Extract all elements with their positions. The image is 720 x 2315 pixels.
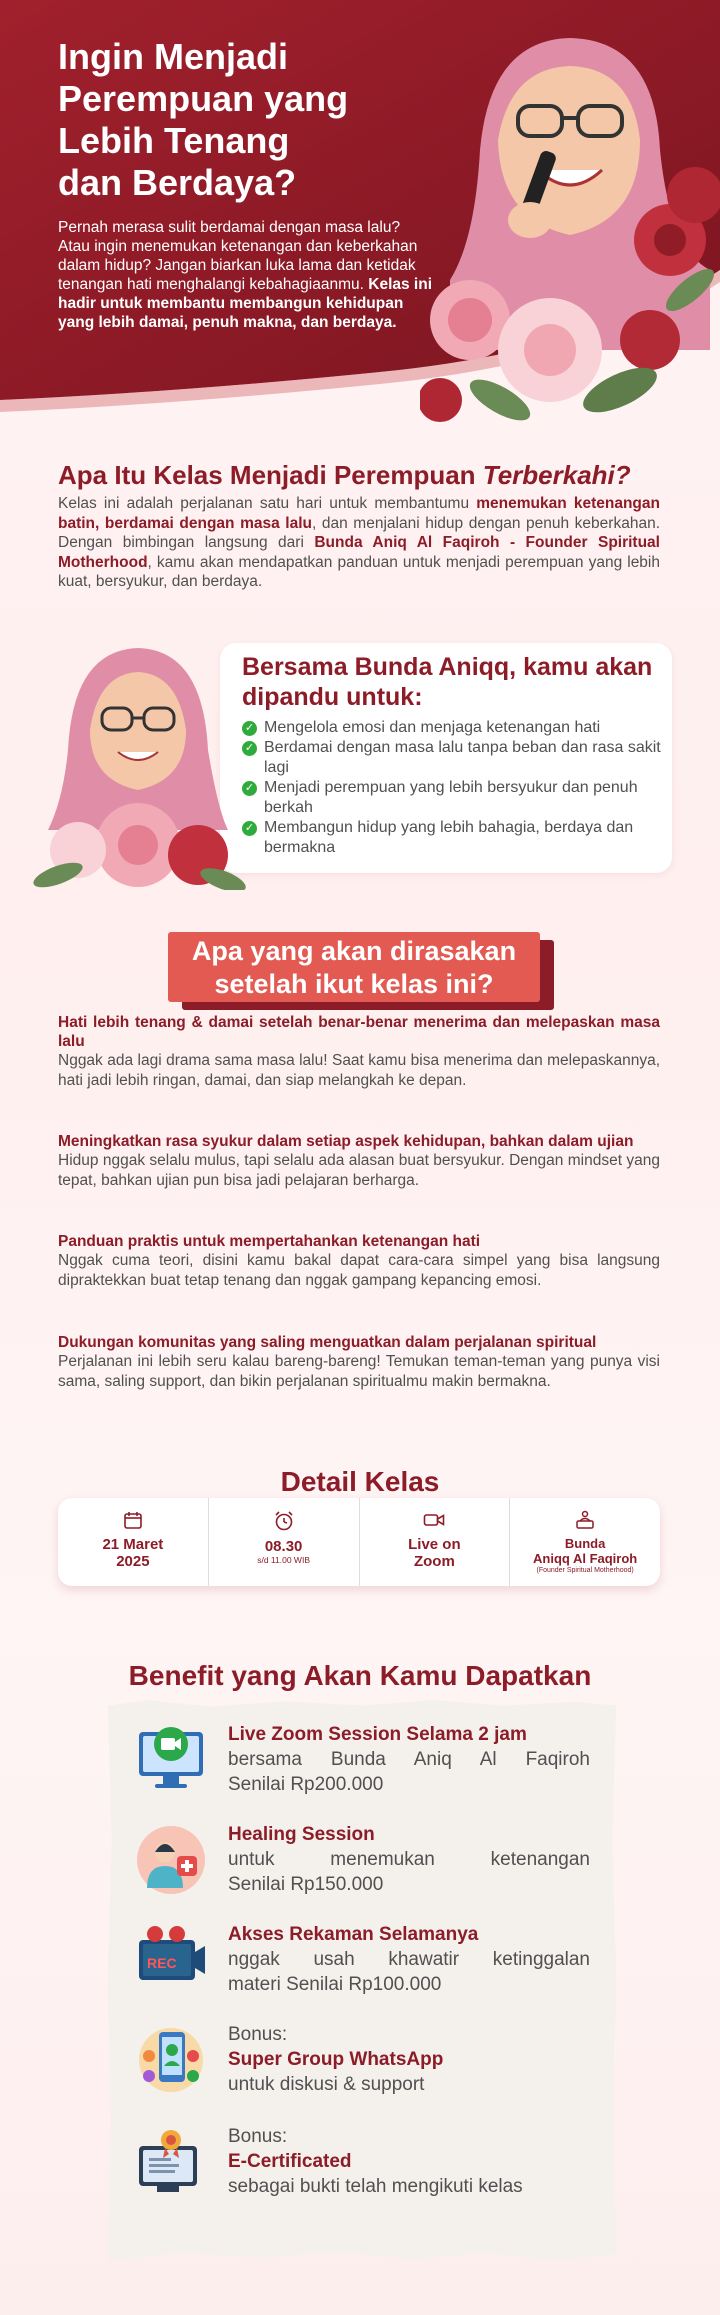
- banner-line: Apa yang akan dirasakan: [191, 936, 517, 966]
- benefit-item: [228, 1822, 590, 1897]
- benefit-item-title: Akses Rekaman Selamanya: [228, 1924, 479, 1945]
- benefit-item-prefix: Bonus:: [228, 2024, 288, 2045]
- detail-mentor-sub: (Founder Spiritual Motherhood): [536, 1567, 634, 1574]
- hero-portrait-image: [420, 20, 720, 440]
- benefit-item-price: Senilai Rp200.000: [228, 1774, 384, 1795]
- detail-platform-line: Zoom: [413, 1553, 455, 1570]
- check-icon: ✓: [242, 781, 257, 796]
- check-icon: ✓: [242, 741, 257, 756]
- detail-date: [58, 1498, 208, 1586]
- detail-time: [208, 1498, 359, 1586]
- detail-time-sub: s/d 11.00 WIB: [257, 1555, 310, 1565]
- list-item: [242, 718, 662, 738]
- about-text: , dan menjalani hidup dengan penuh keberkahan. Dengan bimbingan langsung dari: [58, 514, 660, 551]
- feel-item: [58, 1132, 660, 1190]
- list-item-text: Berdamai dengan masa lalu tanpa beban dan rasa sakit lagi: [264, 739, 661, 776]
- benefit-item-text: sebagai bukti telah mengikuti kelas: [228, 2176, 523, 2197]
- benefit-item-price: materi Senilai Rp100.000: [228, 1974, 442, 1995]
- detail-mentor: [509, 1498, 660, 1586]
- benefit-item-title: Super Group WhatsApp: [228, 2049, 444, 2070]
- about-body: [58, 494, 660, 592]
- benefit-item: [228, 1722, 590, 1797]
- about-title-text: Apa Itu Kelas Menjadi Perempuan: [58, 460, 483, 490]
- healing-doctor-icon: [133, 1822, 209, 1898]
- certificate-icon: [133, 2124, 209, 2200]
- benefit-title: Benefit yang Akan Kamu Dapatkan: [128, 1660, 592, 1691]
- benefit-item: [228, 1922, 590, 1997]
- calendar-icon: [123, 1510, 143, 1530]
- benefit-item-title: Live Zoom Session Selama 2 jam: [228, 1724, 527, 1745]
- detail-title: Detail Kelas: [280, 1466, 440, 1497]
- hero-title-line: Lebih Tenang: [58, 120, 290, 161]
- list-item: [242, 818, 662, 858]
- about-title-italic: Terberkahi?: [482, 460, 631, 490]
- list-item-text: Mengelola emosi dan menjaga ketenangan hati: [264, 719, 601, 736]
- detail-date-line: 21 Maret: [102, 1536, 164, 1553]
- feel-item-body: Perjalanan ini lebih seru kalau bareng-bareng! Temukan teman-teman yang punya visi sama, saling support, dan bikin perjalanan spiritualmu makin bermakna.: [58, 1353, 660, 1390]
- about-text: Kelas ini adalah perjalanan satu hari untuk membantumu: [58, 495, 477, 512]
- hero-description: [58, 218, 433, 332]
- detail-mentor-line: Bunda: [564, 1536, 606, 1551]
- feel-item-body: Hidup nggak selalu mulus, tapi selalu ada alasan buat bersyukur. Dengan mindset yang tepat, bahkan ujian pun bisa jadi pelajaran berharga.: [58, 1152, 660, 1189]
- hero-desc-bold: Kelas ini hadir untuk membantu membangun kehidupan yang lebih damai, penuh makna, dan berdaya.: [58, 276, 432, 331]
- about-title: [58, 460, 678, 491]
- about-text-bold: menemukan ketenangan batin, berdamai dengan masa lalu: [58, 495, 660, 532]
- benefit-item-text: untuk menemukan ketenangan: [228, 1849, 590, 1870]
- bunda-portrait-image: [28, 630, 248, 890]
- detail-time-line: 08.30: [264, 1538, 303, 1555]
- feel-item-title: Hati lebih tenang & damai setelah benar-benar menerima dan melepaskan masa lalu: [58, 1014, 660, 1050]
- detail-platform-line: Live on: [408, 1536, 461, 1553]
- benefit-item-prefix: Bonus:: [228, 2126, 288, 2147]
- bunda-list: [242, 718, 662, 858]
- feel-item: [58, 1013, 660, 1090]
- rec-camera-icon: [133, 1922, 209, 1998]
- benefit-item-text: nggak usah khawatir ketinggalan: [228, 1949, 590, 1970]
- hero-title-line: Ingin Menjadi: [58, 36, 288, 77]
- detail-mentor-line: Aniqq Al Faqiroh: [533, 1551, 638, 1566]
- feel-item-title: Meningkatkan rasa syukur dalam setiap aspek kehidupan, bahkan dalam ujian: [58, 1133, 634, 1150]
- feel-item-body: Nggak ada lagi drama sama masa lalu! Saat kamu bisa menerima dan melepaskannya, hati jadi lebih ringan, damai, dan siap melangkah ke depan.: [58, 1052, 660, 1089]
- benefit-item-text: untuk diskusi & support: [228, 2074, 425, 2095]
- hero-desc-text: Pernah merasa sulit berdamai dengan masa lalu? Atau ingin menemukan ketenangan dan keberkahan dalam hidup? Jangan biarkan luka lama dan ketidak tenangan hati menghalangi kebahagiaanmu.: [58, 219, 418, 293]
- detail-platform: [359, 1498, 510, 1586]
- benefit-item: [228, 2022, 590, 2097]
- about-text-bold: Bunda Aniq Al Faqiroh - Founder Spiritual Motherhood: [58, 534, 660, 571]
- list-item-text: Membangun hidup yang lebih bahagia, berdaya dan bermakna: [264, 819, 634, 856]
- hero-title-line: Perempuan yang: [58, 78, 349, 119]
- benefit-item-text: bersama Bunda Aniq Al Faqiroh: [228, 1749, 590, 1770]
- group-phone-icon: [133, 2022, 209, 2098]
- feel-item: [58, 1333, 660, 1391]
- video-camera-icon: [423, 1510, 445, 1530]
- benefit-item-title: Healing Session: [228, 1824, 375, 1845]
- hero-section: [0, 0, 720, 430]
- feel-item-body: Nggak cuma teori, disini kamu bakal dapat cara-cara simpel yang bisa langsung dipraktekkan buat tetap tenang dan nggak gampang kepancing emosi.: [58, 1252, 660, 1289]
- list-item: [242, 778, 662, 818]
- svg-text:REC: REC: [147, 1955, 177, 1971]
- about-text: , kamu akan mendapatkan panduan untuk menjadi perempuan yang lebih kuat, bersyukur, dan berdaya.: [58, 553, 660, 590]
- benefit-item-price: Senilai Rp150.000: [228, 1874, 384, 1895]
- benefit-item-title: E-Certificated: [228, 2151, 352, 2172]
- feel-banner: [168, 932, 548, 1008]
- alarm-clock-icon: [273, 1510, 295, 1532]
- list-item: [242, 738, 662, 778]
- banner-main: [168, 932, 540, 1002]
- banner-line: setelah ikut kelas ini?: [214, 969, 494, 999]
- hero-title-line: dan Berdaya?: [58, 162, 297, 203]
- check-icon: ✓: [242, 721, 257, 736]
- speaker-icon: [574, 1510, 596, 1530]
- feel-item-title: Panduan praktis untuk mempertahankan ketenangan hati: [58, 1233, 481, 1250]
- detail-date-line: 2025: [116, 1553, 150, 1570]
- list-item-text: Menjadi perempuan yang lebih bersyukur dan penuh berkah: [264, 779, 638, 816]
- detail-card: [58, 1498, 660, 1586]
- feel-item: [58, 1232, 660, 1290]
- zoom-monitor-icon: [133, 1720, 209, 1796]
- bunda-title: Bersama Bunda Aniqq, kamu akan dipandu untuk:: [242, 653, 653, 711]
- feel-item-title: Dukungan komunitas yang saling menguatkan dalam perjalanan spiritual: [58, 1334, 597, 1351]
- check-icon: ✓: [242, 821, 257, 836]
- benefit-item: [228, 2124, 590, 2199]
- hero-title: [58, 36, 418, 204]
